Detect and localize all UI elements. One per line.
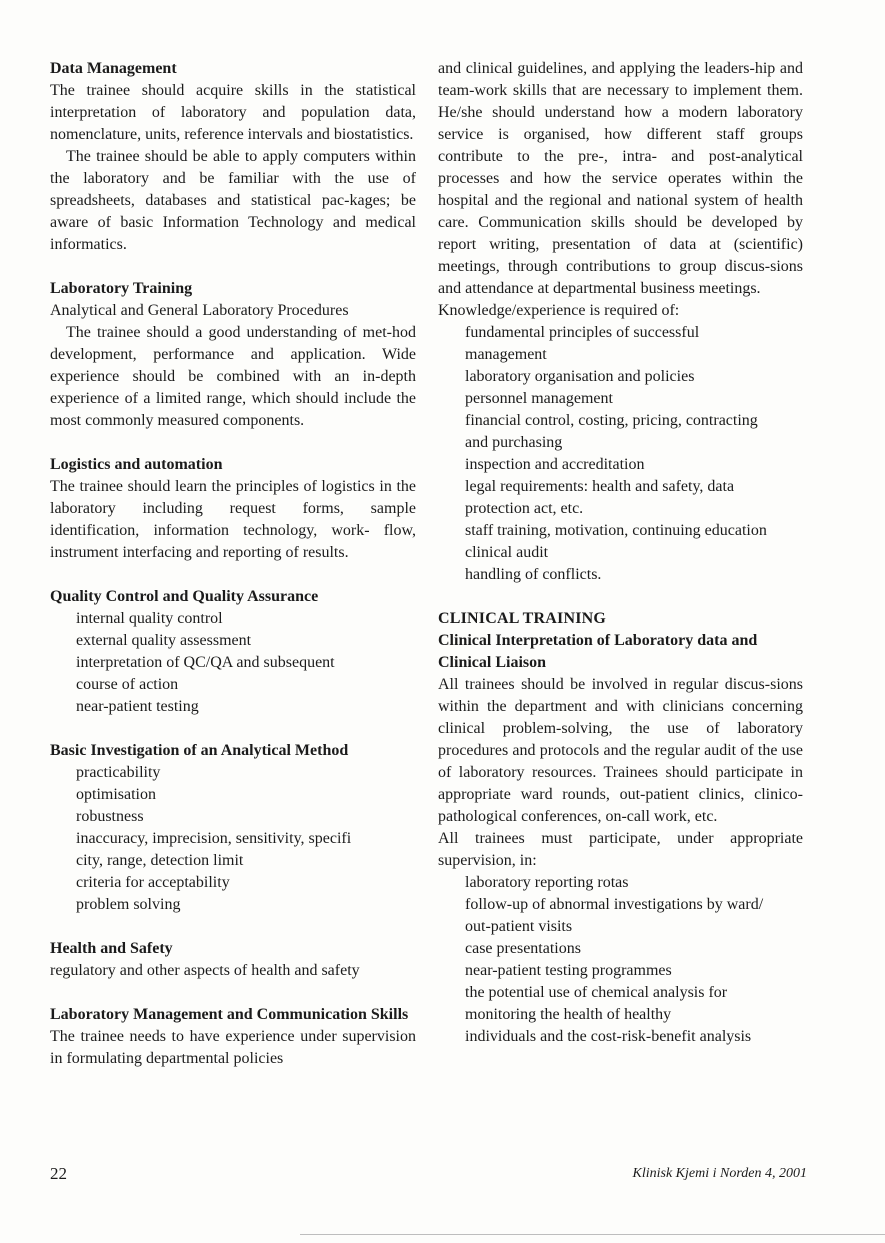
page-number: 22 <box>50 1164 67 1183</box>
list-item: financial control, costing, pricing, contracting <box>465 412 758 429</box>
basic-investigation-list <box>50 762 416 916</box>
list-item: and purchasing <box>465 434 563 451</box>
list-item: near-patient testing programmes <box>465 962 672 979</box>
list-item: inaccuracy, imprecision, sensitivity, specifi <box>76 830 352 847</box>
list-item: course of action <box>76 676 179 693</box>
laboratory-training-paragraph: The trainee should a good understanding of met-hod development, performance and application. Wide experience should be combined with an in-depth experience of a limited range, which should include the most commonly measured components. <box>50 324 416 429</box>
basic-investigation-heading: Basic Investigation of an Analytical Method <box>50 742 349 759</box>
knowledge-list <box>438 322 803 586</box>
bottom-rule <box>300 1234 885 1235</box>
list-item: practicability <box>76 764 161 781</box>
right-column <box>438 58 803 1048</box>
continued-paragraph: and clinical guidelines, and applying the leaders-hip and team-work skills that are necessary to implement them. He/she should understand how a modern laboratory service is organised, how different staff groups contribute to the pre-, intra- and post-analytical processes and how the service operates within the hospital and the regional and national system of health care. Communication skills should be developed by report writing, presentation of data at (scientific) meetings, through contributions to group discus-sions and attendance at departmental business meetings. <box>438 60 803 297</box>
data-management-paragraph-1: The trainee should acquire skills in the statistical interpretation of laboratory and population data, nomenclature, units, reference intervals and biostatistics. <box>50 82 416 143</box>
clinical-list <box>438 872 803 1048</box>
list-item: legal requirements: health and safety, data <box>465 478 735 495</box>
lab-management-heading: Laboratory Management and Communication Skills <box>50 1006 409 1023</box>
knowledge-intro: Knowledge/experience is required of: <box>438 302 680 319</box>
quality-control-heading: Quality Control and Quality Assurance <box>50 588 319 605</box>
clinical-paragraph-2: All trainees must participate, under appropriate supervision, in: <box>438 830 803 869</box>
list-item: staff training, motivation, continuing education <box>465 522 767 539</box>
list-item: interpretation of QC/QA and subsequent <box>76 654 335 671</box>
clinical-paragraph-1: All trainees should be involved in regular discus-sions within the department and with clinicians concerning clinical problem-solving, the use of laboratory procedures and protocols and the regular audit of the use of laboratory resources. Trainees should participate in appropriate ward rounds, out-patient clinics, clinico-pathological conferences, on-call work, etc. <box>438 676 803 825</box>
clinical-interpretation-heading: Clinical Interpretation of Laboratory data and Clinical Liaison <box>438 632 758 671</box>
laboratory-training-subheading: Analytical and General Laboratory Procedures <box>50 302 349 319</box>
list-item: protection act, etc. <box>465 500 584 517</box>
list-item: handling of conflicts. <box>465 566 602 583</box>
left-column <box>50 58 416 1070</box>
list-item: individuals and the cost-risk-benefit analysis <box>465 1028 752 1045</box>
list-item: out-patient visits <box>465 918 573 935</box>
quality-control-list <box>50 608 416 718</box>
health-safety-heading: Health and Safety <box>50 940 173 957</box>
list-item: near-patient testing <box>76 698 199 715</box>
laboratory-training-heading: Laboratory Training <box>50 280 193 297</box>
journal-reference: Klinisk Kjemi i Norden 4, 2001 <box>632 1166 807 1181</box>
health-safety-paragraph: regulatory and other aspects of health and safety <box>50 962 360 979</box>
list-item: external quality assessment <box>76 632 252 649</box>
logistics-heading: Logistics and automation <box>50 456 223 473</box>
list-item: the potential use of chemical analysis for <box>465 984 728 1001</box>
list-item: laboratory organisation and policies <box>465 368 695 385</box>
list-item: personnel management <box>465 390 613 407</box>
list-item: management <box>465 346 547 363</box>
list-item: inspection and accreditation <box>465 456 645 473</box>
list-item: internal quality control <box>76 610 223 627</box>
list-item: case presentations <box>465 940 581 957</box>
list-item: clinical audit <box>465 544 549 561</box>
data-management-heading: Data Management <box>50 60 177 77</box>
list-item: problem solving <box>76 896 181 913</box>
list-item: fundamental principles of successful <box>465 324 700 341</box>
list-item: optimisation <box>76 786 156 803</box>
list-item: laboratory reporting rotas <box>465 874 629 891</box>
list-item: city, range, detection limit <box>76 852 244 869</box>
list-item: robustness <box>76 808 144 825</box>
lab-management-paragraph: The trainee needs to have experience under supervision in formulating departmental policies <box>50 1028 416 1067</box>
list-item: monitoring the health of healthy <box>465 1006 672 1023</box>
data-management-paragraph-2: The trainee should be able to apply computers within the laboratory and be familiar with the use of spreadsheets, databases and statistical pac-kages; be aware of basic Information Technology and medical informatics. <box>50 148 416 253</box>
list-item: follow-up of abnormal investigations by ward/ <box>465 896 764 913</box>
clinical-training-title: CLINICAL TRAINING <box>438 610 607 627</box>
logistics-paragraph: The trainee should learn the principles of logistics in the laboratory including request forms, sample identification, information technology, work- flow, instrument interfacing and reporting of results. <box>50 478 416 561</box>
list-item: criteria for acceptability <box>76 874 230 891</box>
